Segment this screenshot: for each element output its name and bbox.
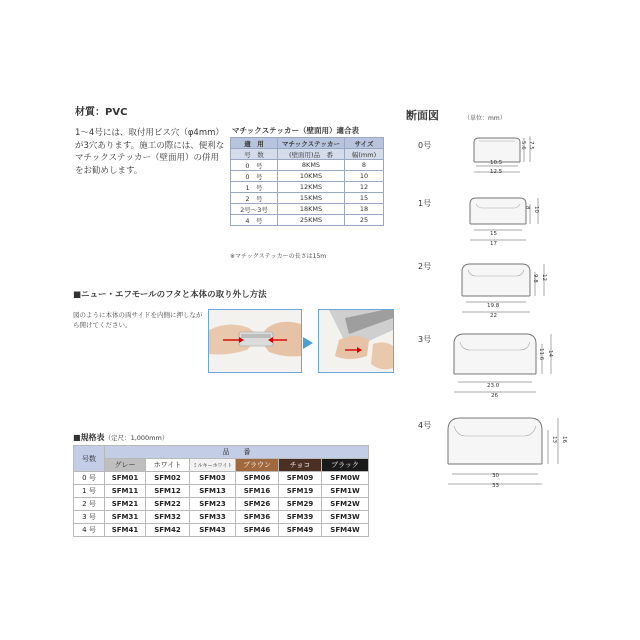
sticker-header-size: サイズ <box>345 138 384 149</box>
table-row: 0 号 SFM01 SFM02 SFM03 SFM06 SFM09 SFM0W <box>74 472 369 485</box>
material-label: 材質：PVC <box>75 107 128 118</box>
sticker-table <box>230 137 384 226</box>
sticker-subheader-part-no: (壁面用)品 番 <box>278 149 345 160</box>
table-row: 3 号 SFM31 SFM32 SFM33 SFM36 SFM39 SFM3W <box>74 511 369 524</box>
color-white: ホワイト <box>146 459 190 472</box>
spec-table <box>73 445 369 537</box>
dim-h2-1: 10 <box>533 206 539 213</box>
sticker-note: ※マチックステッカーの長さは15m <box>230 253 327 260</box>
dim-h2-4: 16 <box>561 436 567 443</box>
color-brown: ブラウン <box>236 459 279 472</box>
removal-photo-after <box>318 309 394 373</box>
color-choco: チョコ <box>279 459 322 472</box>
cross-section-title: 断面図 <box>406 109 439 122</box>
size-label-0: 0号 <box>418 141 432 150</box>
sticker-subheader-width: 幅(mm) <box>345 149 384 160</box>
cross-section-0 <box>470 132 540 182</box>
dim-outer-3: 26 <box>491 393 498 399</box>
dim-h1-4: 13 <box>551 436 557 443</box>
dim-h1-1: 8 <box>524 206 530 210</box>
table-row: 4 号 SFM41 SFM42 SFM43 SFM46 SFM49 SFM4W <box>74 524 369 537</box>
dim-outer-0: 12.5 <box>490 169 503 175</box>
sticker-header-apply: 適 用 <box>231 138 278 149</box>
dim-h2-3: 14 <box>547 350 553 357</box>
spec-header-size: 号数 <box>74 446 105 472</box>
arrow-right-icon <box>303 334 313 353</box>
dim-inner-4: 30 <box>492 473 499 479</box>
spec-header-part-no: 品 番 <box>105 446 369 459</box>
dim-h1-0: 5.6 <box>520 141 526 150</box>
cross-section-1 <box>466 194 546 250</box>
removal-photo-before <box>208 309 302 373</box>
cross-section-4 <box>444 414 566 496</box>
hand-pressing-illustration <box>209 310 301 372</box>
dim-outer-1: 17 <box>490 241 497 247</box>
color-milky-white: ミルキーホワイト <box>190 459 236 472</box>
removal-title: ■ニュー・エフモールのフタと本体の取り外し方法 <box>73 290 267 300</box>
dim-inner-3: 23.0 <box>487 383 500 389</box>
cross-section-3 <box>450 330 560 402</box>
sticker-header-sticker: マチックステッカー <box>278 138 345 149</box>
table-row: 1 号 SFM11 SFM12 SFM13 SFM16 SFM19 SFM1W <box>74 485 369 498</box>
table-row: 0 号 10KMS 10 <box>231 171 384 182</box>
dim-h1-3: 11.6 <box>538 348 544 361</box>
sticker-subheader-size-no: 号 数 <box>231 149 278 160</box>
table-row: 2 号 SFM21 SFM22 SFM23 SFM26 SFM29 SFM2W <box>74 498 369 511</box>
size-label-3: 3号 <box>418 335 432 344</box>
dim-outer-4: 33 <box>492 483 499 489</box>
removal-text: 図のように本体の両サイドを内側に押しながら開けてください。 <box>73 311 203 329</box>
dim-h1-2: 9.8 <box>532 274 538 283</box>
dim-outer-2: 22 <box>490 313 497 319</box>
dim-h2-0: 7.5 <box>528 141 534 150</box>
color-gray: グレー <box>105 459 146 472</box>
size-label-2: 2号 <box>418 262 432 271</box>
table-row: 0 号 8KMS 8 <box>231 160 384 171</box>
cover-opened-illustration <box>319 310 393 372</box>
sticker-table-title: マチックステッカー（壁面用）適合表 <box>232 126 360 135</box>
spec-table-title: ■規格表（定尺：1,000mm） <box>73 433 169 442</box>
unit-note: （単位：mm） <box>464 115 506 122</box>
size-label-4: 4号 <box>418 421 432 430</box>
dim-inner-2: 19.8 <box>487 303 500 309</box>
description-text: 1～4号には、取付用ビス穴（φ4mm）が3穴あります。施工の際には、便利なマチックステッカー（壁面用）の併用をお勧めします。 <box>75 128 225 176</box>
table-row: 2 号 15KMS 15 <box>231 193 384 204</box>
table-row: 2号～3号 18KMS 18 <box>231 204 384 215</box>
dim-h2-2: 12 <box>541 274 547 281</box>
cross-section-2 <box>458 260 554 322</box>
color-black: ブラック <box>322 459 369 472</box>
table-row: 4 号 25KMS 25 <box>231 215 384 226</box>
size-label-1: 1号 <box>418 199 432 208</box>
dim-inner-1: 15 <box>490 231 497 237</box>
dim-inner-0: 10.5 <box>490 160 503 166</box>
table-row: 1 号 12KMS 12 <box>231 182 384 193</box>
